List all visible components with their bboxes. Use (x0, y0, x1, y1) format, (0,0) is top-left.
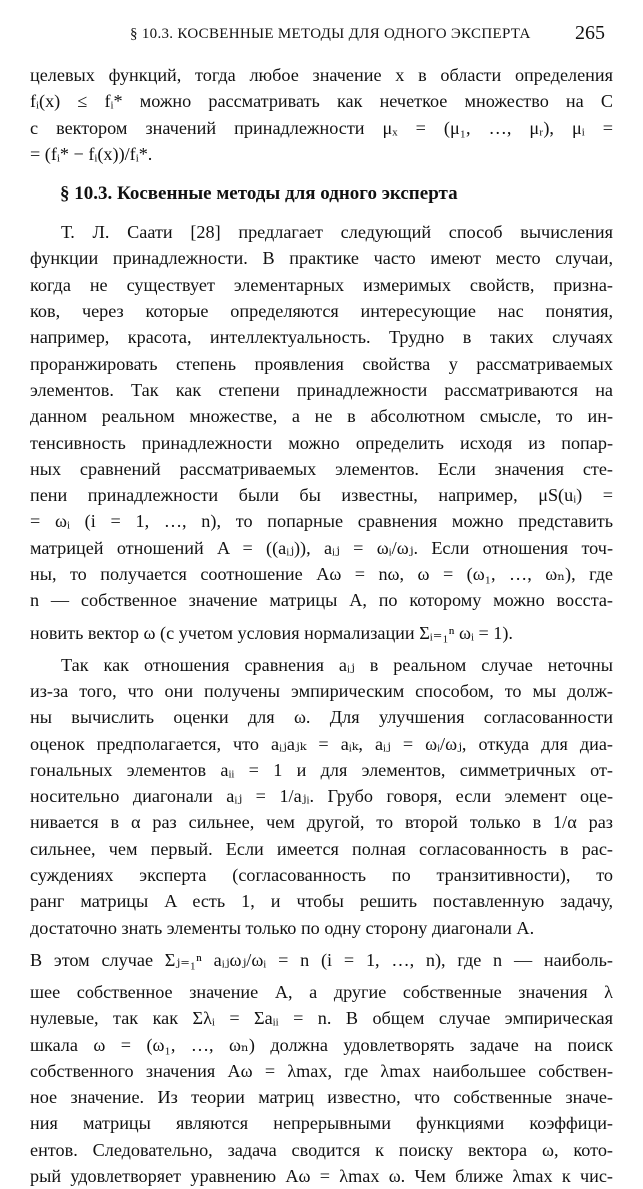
text-line: шкала ω = (ω₁, …, ωₙ) должна удовлетворять задаче на поиск (30, 1034, 613, 1055)
text-line: ния матрицы являются непрерывными функциями коэффици- (30, 1113, 613, 1134)
text-line: элементов. Так как степени принадлежности рассматриваются на (30, 379, 613, 400)
intro-paragraph (30, 62, 613, 167)
text-line: fᵢ(x) ≤ fᵢ* можно рассматривать как нечеткое множество на C (30, 91, 613, 112)
text-line: нулевые, так как Σλᵢ = Σaᵢᵢ = n. В общем случае эмпирическая (30, 1008, 613, 1029)
text-line: гональных элементов aᵢᵢ = 1 и для элементов, симметричных от- (30, 759, 613, 780)
text-line: пени принадлежности были бы известны, например, μS(uᵢ) = (30, 485, 613, 506)
text-line: = ωᵢ (i = 1, …, n), то попарные сравнения можно представить (30, 511, 613, 532)
text-line: новить вектор ω (с учетом условия нормализации Σᵢ₌₁ⁿ ωᵢ = 1). (30, 622, 513, 643)
text-line: нивается в α раз сильнее, чем другой, то второй только в 1/α раз (30, 812, 613, 833)
text-line: достаточно знать элементы только по одну сторону диагонали A. (30, 917, 535, 938)
text-line: Т. Л. Саати [28] предлагает следующий способ вычисления (61, 222, 613, 243)
page-body (30, 62, 613, 1189)
paragraph-1 (30, 219, 613, 651)
text-line: с вектором значений принадлежности μₓ = (μ₁, …, μᵣ), μᵢ = (30, 117, 613, 138)
text-line: проранжировать степень проявления свойства у рассматриваемых (30, 353, 613, 374)
section-title: § 10.3. Косвенные методы для одного эксперта (60, 183, 458, 205)
text-line: сильнее, чем первый. Если имеется полная согласованность в рас- (30, 838, 613, 859)
text-line: собственного значения Aω = λmax, где λmax наибольшее собствен- (30, 1060, 613, 1081)
running-head: § 10.3. КОСВЕННЫЕ МЕТОДЫ ДЛЯ ОДНОГО ЭКСПЕРТА (130, 26, 531, 42)
text-line: ны вычислить оценки для ω. Для улучшения согласованности (30, 707, 613, 728)
paragraph-3 (30, 941, 613, 1189)
text-line: например, красота, интеллектуальность. Трудно в таких случаях (30, 327, 613, 348)
text-line: целевых функций, тогда любое значение x в области определения (30, 65, 613, 85)
text-line: когда не существует элементарных измеримых свойств, призна- (30, 274, 613, 295)
text-line: матрицей отношений A = ((aᵢⱼ)), aᵢⱼ = ωᵢ/ωⱼ. Если отношения точ- (30, 537, 613, 558)
text-line: шее собственное значение A, а другие собственные значения λ (30, 981, 613, 1002)
text-line: ных сравнений рассматриваемых элементов. Если значения сте- (30, 458, 613, 479)
text-line: ранг матрицы A есть 1, и чтобы решить поставленную задачу, (30, 891, 613, 912)
text-line: Так как отношения сравнения aᵢⱼ в реальном случае неточны (61, 654, 613, 675)
text-line: рый удовлетворяет уравнению Aω = λmax ω. Чем ближе λmax к чис- (30, 1165, 613, 1186)
page-number: 265 (575, 22, 605, 44)
text-line: В этом случае Σⱼ₌₁ⁿ aᵢⱼωⱼ/ωᵢ = n (i = 1, …, n), где n — наиболь- (30, 949, 613, 970)
text-line: данном реальном множестве, а не в абсолютном смысле, то ин- (30, 406, 613, 427)
paragraph-2 (30, 652, 613, 941)
page-header (0, 22, 643, 52)
text-line: суждениях эксперта (согласованность по транзитивности), то (30, 865, 613, 886)
text-line: носительно диагонали aᵢⱼ = 1/aⱼᵢ. Грубо говоря, если элемент оце- (30, 786, 613, 807)
text-line: оценок предполагается, что aᵢⱼaⱼₖ = aᵢₖ, aᵢⱼ = ωᵢ/ωⱼ, откуда для диа- (30, 733, 613, 754)
text-line: из-за того, что они получены эмпирическим способом, то мы долж- (30, 680, 613, 701)
text-line: функции принадлежности. В практике часто имеют место случаи, (30, 248, 613, 269)
text-line: ны, то получается соотношение Aω = nω, ω = (ω₁, …, ωₙ), где (30, 564, 613, 585)
text-line: ное значение. Из теории матриц известно, что собственные значе- (30, 1087, 613, 1108)
text-line: = (fᵢ* − fᵢ(x))/fᵢ*. (30, 143, 153, 164)
text-line: тенсивность принадлежности можно определить исходя из попар- (30, 432, 613, 453)
text-line: ков, через которые определяются интересующие нас понятия, (30, 301, 613, 322)
text-line: n — собственное значение матрицы A, по которому можно восста- (30, 590, 613, 611)
text-line: ентов. Следовательно, задача сводится к поиску вектора ω, кото- (30, 1139, 613, 1160)
